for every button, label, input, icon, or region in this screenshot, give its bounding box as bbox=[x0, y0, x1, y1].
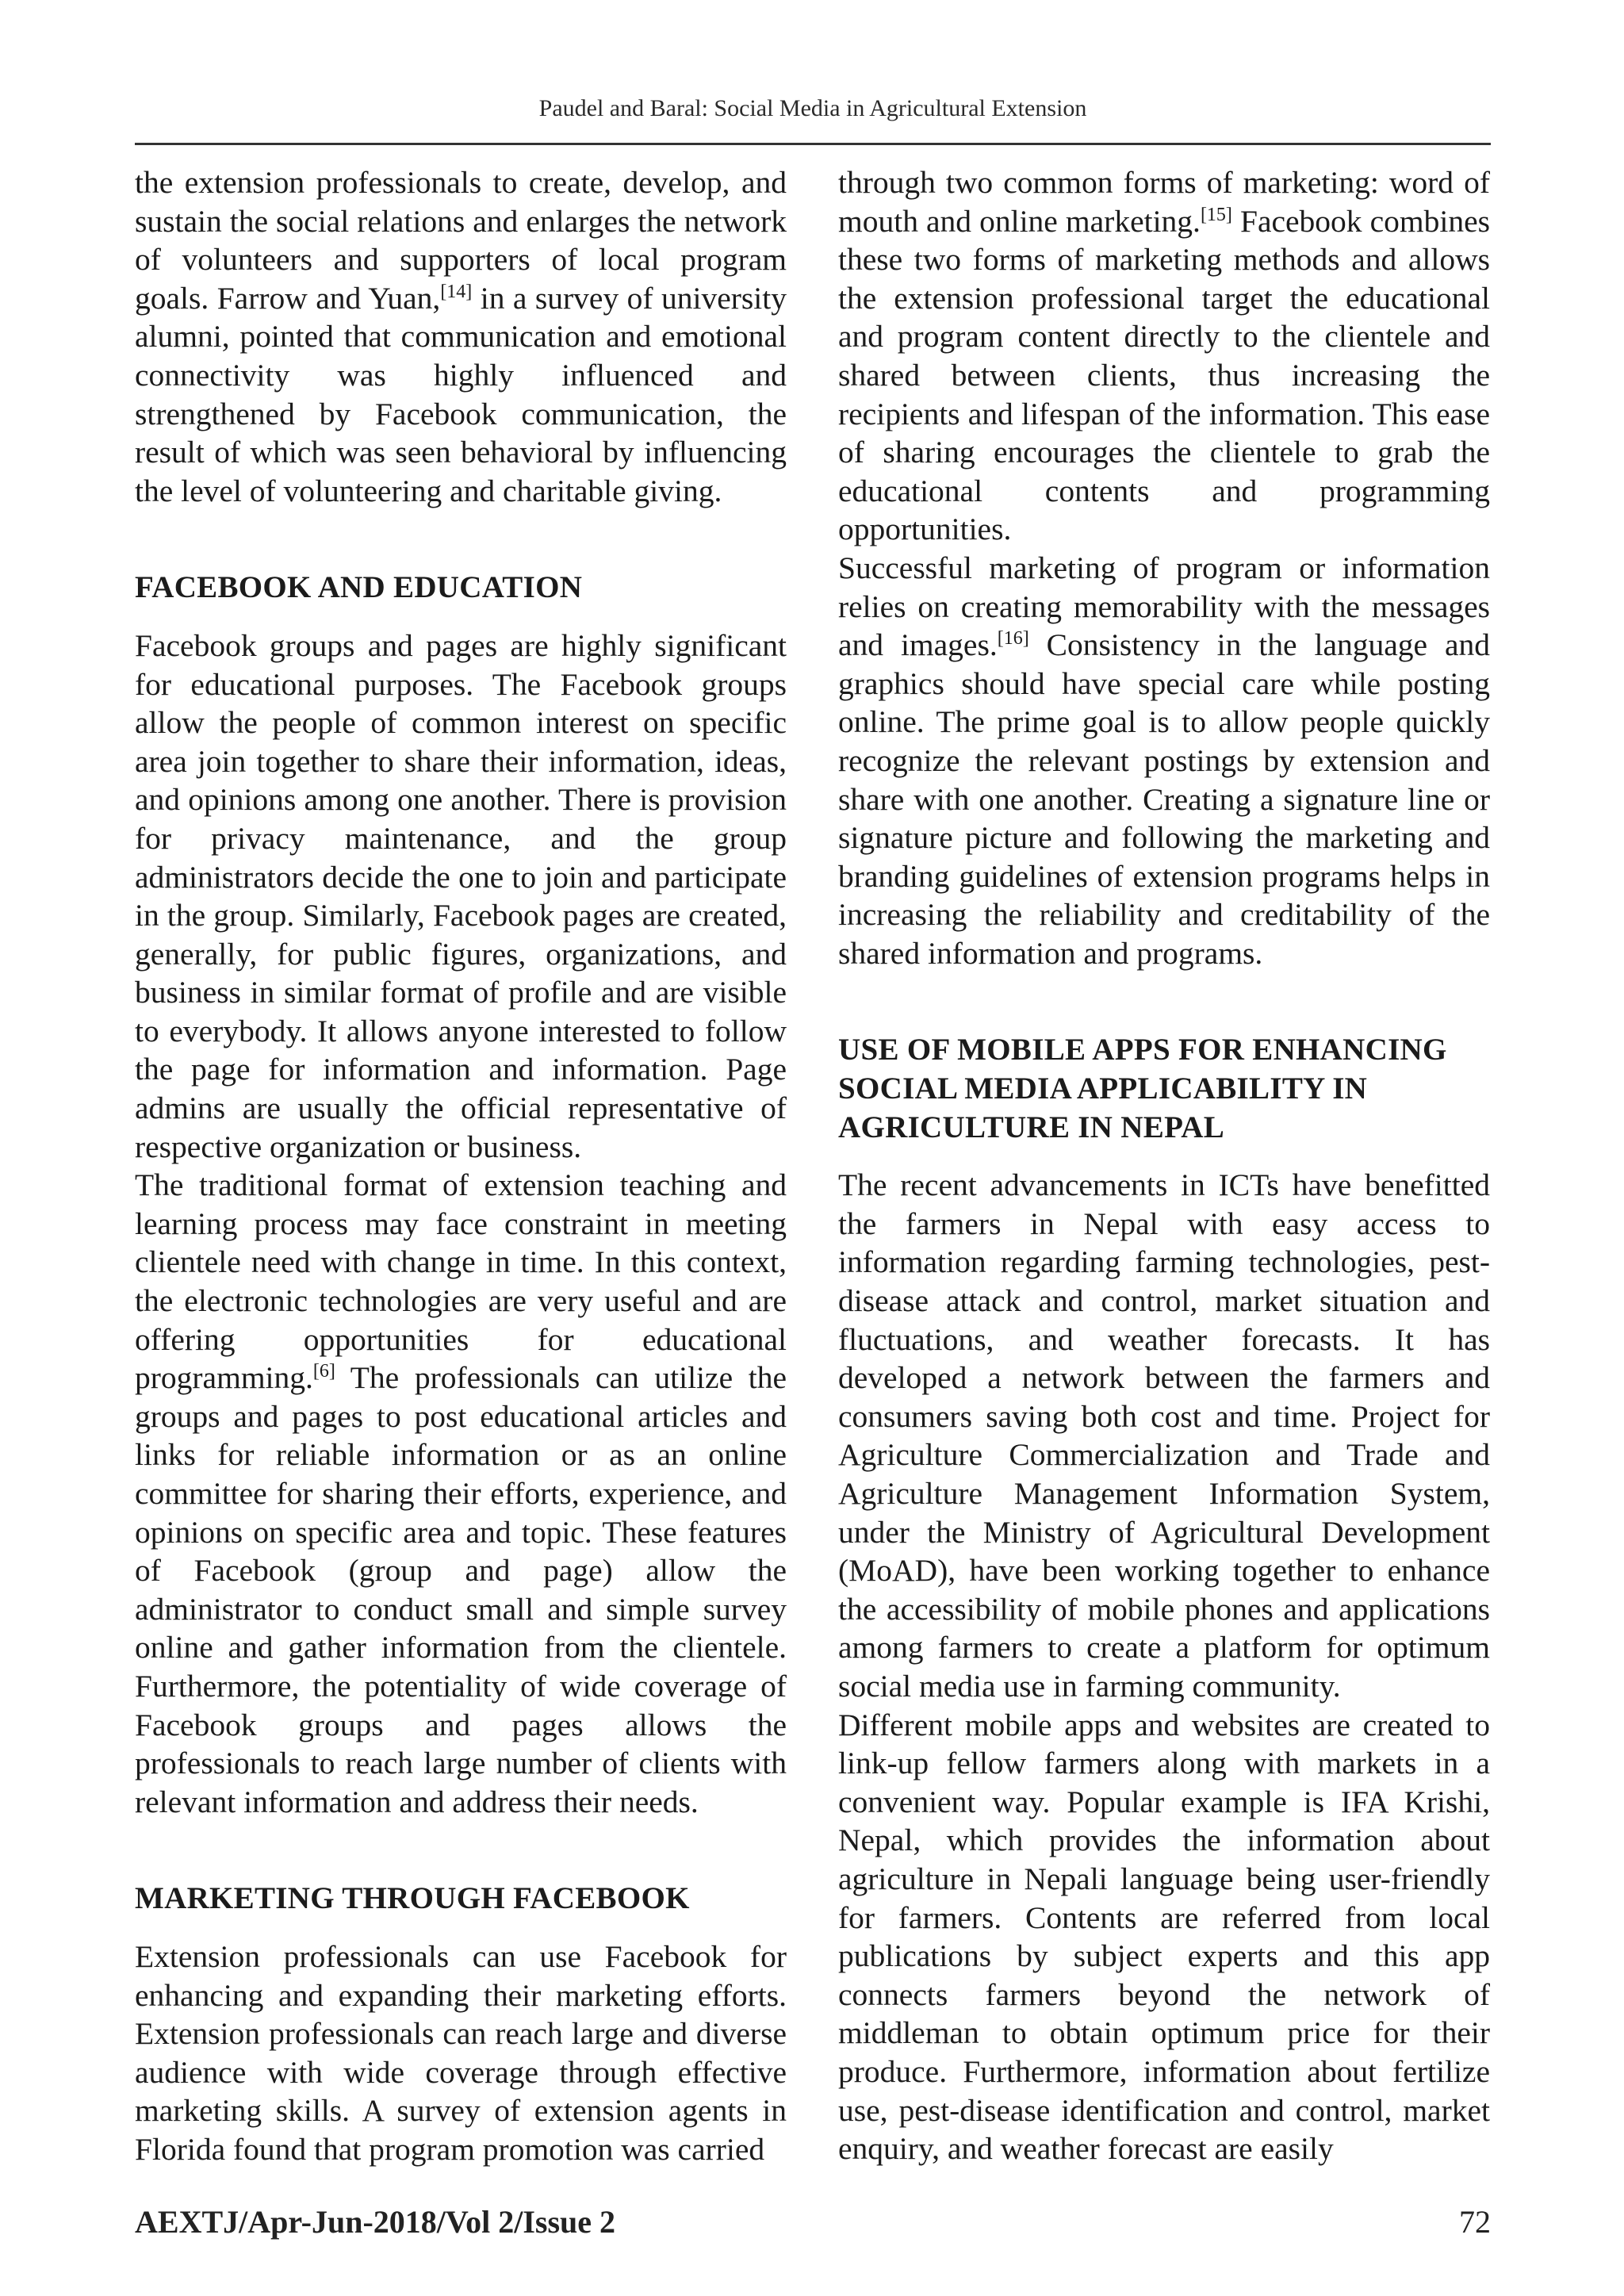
running-head: Paudel and Baral: Social Media in Agricultural Extension bbox=[538, 95, 1087, 121]
paragraph: The recent advancements in ICTs have benefitted the farmers in Nepal with easy access to information regarding farming technologies, pest-disease attack and control, market situation and fluctuations, and weather forecasts. It has developed a network between the farmers and consumers saving both cost and time. Project for Agriculture Commercialization and Trade and Agriculture Management Information System, under the Ministry of Agricultural Development (MoAD), have been working together to enhance the accessibility of mobile phones and applications among farmers to create a platform for optimum social media use in farming community. bbox=[838, 1167, 1490, 1704]
header-rule bbox=[135, 143, 1491, 145]
paragraph: Facebook groups and pages are highly significant for educational purposes. The Facebook groups allow the people of common interest on specific area join together to share their information, ideas, and opinions among one another. There is provision for privacy maintenance, and the group administrators decide the one to join and participate in the group. Similarly, Facebook pages are created, generally, for public figures, organizations, and business in similar format of profile and are visible to everybody. It allows anyone interested to follow the page for information and information. Page admins are usually the official representative of respective organization or business. bbox=[135, 627, 787, 1164]
paragraph: Successful marketing of program or information relies on creating memorability with the messages and images.[16] Consistency in the language and graphics should have special care while posting online. The prime goal is to allow people quickly recognize the relevant postings by extension and share with one another. Creating a signature line or signature picture and following the marketing and branding guidelines of extension programs helps in increasing the reliability and creditability of the shared information and programs. bbox=[838, 550, 1490, 971]
citation[interactable]: [15] bbox=[1200, 204, 1232, 225]
paragraph: Extension professionals can use Facebook for enhancing and expanding their marketing efforts. Extension professionals can reach large and diverse audience with wide coverage through effective marketing skills. A survey of extension agents in Florida found that program promotion was carried bbox=[135, 1938, 787, 2167]
footer-journal: AEXTJ/Apr-Jun-2018/Vol 2/Issue 2 bbox=[135, 2204, 616, 2240]
right-column bbox=[838, 163, 1490, 2168]
paragraph: the extension professionals to create, develop, and sustain the social relations and enlarges the network of volunteers and supporters of local program goals. Farrow and Yuan,[14] in a survey of university alumni, pointed that communication and emotional connectivity was highly influenced and strengthened by Facebook communication, the result of which was seen behavioral by influencing the level of volunteering and charitable giving. bbox=[135, 165, 787, 508]
section-heading-facebook-education: FACEBOOK AND EDUCATION bbox=[135, 570, 583, 605]
paragraph: The traditional format of extension teaching and learning process may face constraint in meeting clientele need with change in time. In this context, the electronic technologies are very useful and are offering opportunities for educational programming.[6] The professionals can utilize the groups and pages to post educational articles and links for reliable information or as an online committee for sharing their efforts, experience, and opinions on specific area and topic. These features of Facebook (group and page) allow the administrator to conduct small and simple survey online and gather information from the clientele. Furthermore, the potentiality of wide coverage of Facebook groups and pages allows the professionals to reach large number of clients with relevant information and address their needs. bbox=[135, 1167, 787, 1819]
paragraph: Different mobile apps and websites are created to link-up fellow farmers along with markets in a convenient way. Popular example is IFA Krishi, Nepal, which provides the information about agriculture in Nepali language being user-friendly for farmers. Contents are referred from local publications by subject experts and this app connects farmers beyond the network of middleman to obtain optimum price for their produce. Furthermore, information about fertilize use, pest-disease identification and control, market enquiry, and weather forecast are easily bbox=[838, 1707, 1490, 2167]
page-number: 72 bbox=[1459, 2204, 1491, 2240]
citation[interactable]: [16] bbox=[997, 627, 1029, 649]
section-heading-marketing: MARKETING THROUGH FACEBOOK bbox=[135, 1881, 690, 1916]
paragraph: through two common forms of marketing: word of mouth and online marketing.[15] Facebook combines these two forms of marketing methods and allows the extension professional target the educational and program content directly to the clientele and shared between clients, thus increasing the recipients and lifespan of the information. This ease of sharing encourages the clientele to grab the educational contents and programming opportunities. bbox=[838, 165, 1491, 547]
left-column bbox=[135, 163, 787, 2169]
citation[interactable]: [14] bbox=[440, 281, 473, 302]
citation[interactable]: [6] bbox=[312, 1361, 335, 1382]
section-heading-mobile-apps: USE OF MOBILE APPS FOR ENHANCING SOCIAL MEDIA APPLICABILITY IN AGRICULTURE IN NEPAL bbox=[838, 1033, 1447, 1144]
